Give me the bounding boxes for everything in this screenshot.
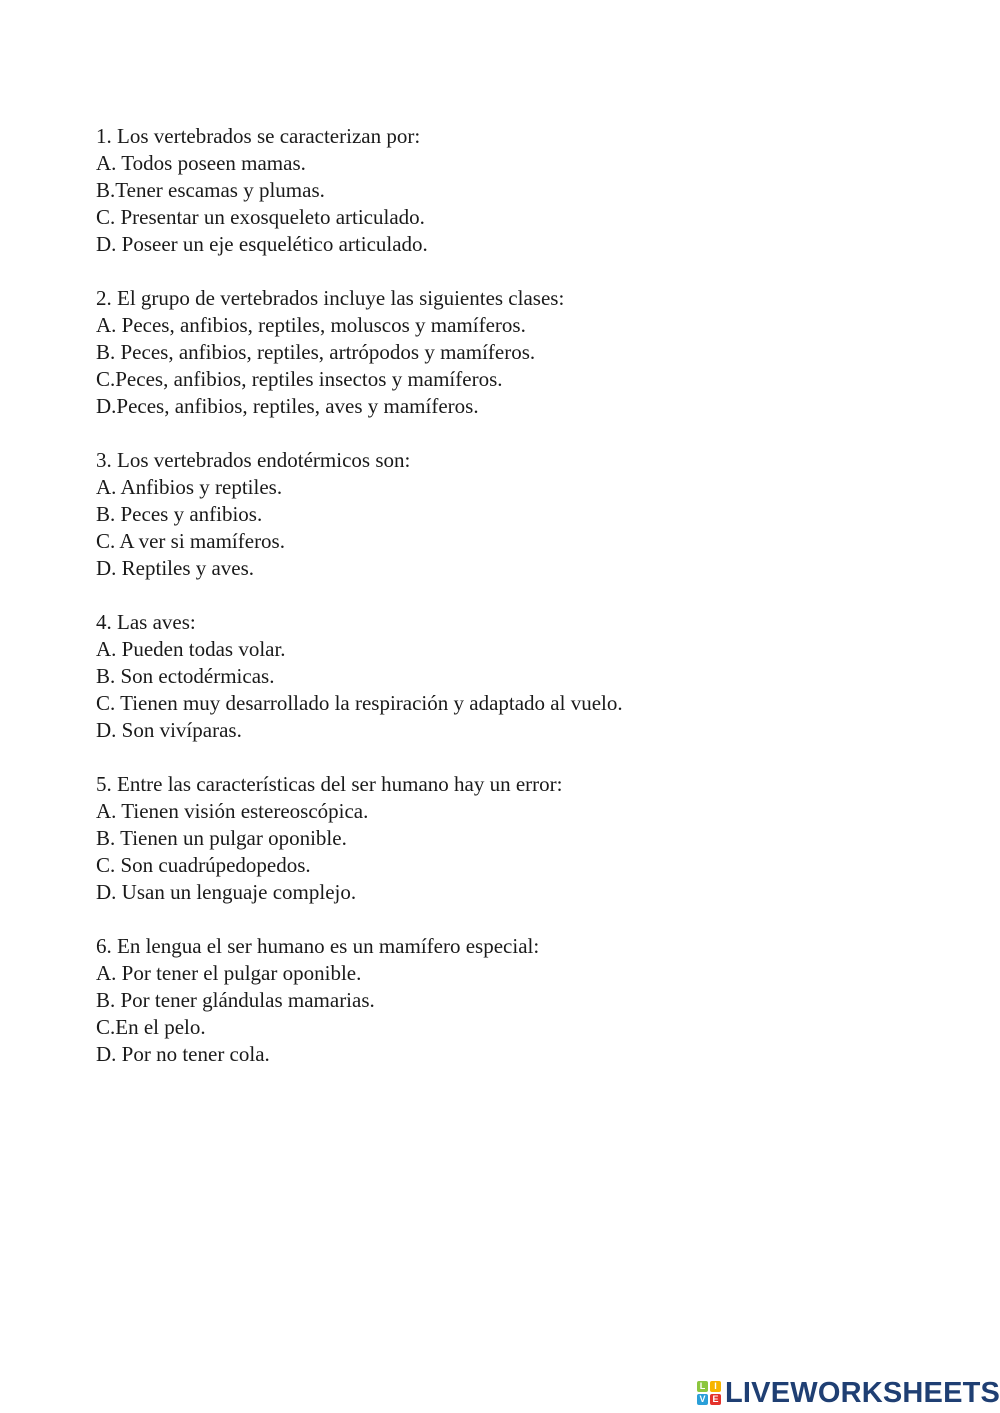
question-4	[96, 609, 956, 744]
question-1	[96, 123, 956, 258]
question-title: 5. Entre las características del ser humano hay un error:	[96, 772, 563, 796]
logo-letter: E	[710, 1394, 721, 1405]
logo-letter: L	[697, 1381, 708, 1392]
question-title: 3. Los vertebrados endotérmicos son:	[96, 448, 411, 472]
logo-text: LIVEWORKSHEETS	[725, 1377, 1000, 1409]
question-6	[96, 933, 956, 1068]
answer-option: A. Pueden todas volar.	[96, 637, 286, 661]
answer-option: A. Por tener el pulgar oponible.	[96, 961, 362, 985]
answer-option: A. Anfibios y reptiles.	[96, 475, 283, 499]
question-title: 4. Las aves:	[96, 610, 196, 634]
answer-option: C.Peces, anfibios, reptiles insectos y mamíferos.	[96, 367, 503, 391]
answer-option: C. Son cuadrúpedopedos.	[96, 853, 311, 877]
answer-option: C. Presentar un exosqueleto articulado.	[96, 205, 425, 229]
logo-letter: V	[697, 1394, 708, 1405]
answer-option: A. Peces, anfibios, reptiles, moluscos y mamíferos.	[96, 313, 526, 337]
answer-option: C. Tienen muy desarrollado la respiración y adaptado al vuelo.	[96, 691, 623, 715]
question-2	[96, 285, 956, 420]
answer-option: D. Reptiles y aves.	[96, 556, 255, 580]
question-5	[96, 771, 956, 906]
liveworksheets-logo	[697, 1378, 1000, 1408]
answer-option: B. Tienen un pulgar oponible.	[96, 826, 347, 850]
question-title: 1. Los vertebrados se caracterizan por:	[96, 124, 421, 148]
answer-option: A. Tienen visión estereoscópica.	[96, 799, 369, 823]
answer-option: D. Usan un lenguaje complejo.	[96, 880, 357, 904]
answer-option: B. Peces, anfibios, reptiles, artrópodos y mamíferos.	[96, 340, 536, 364]
answer-option: B. Por tener glándulas mamarias.	[96, 988, 375, 1012]
answer-option: D. Por no tener cola.	[96, 1042, 270, 1066]
logo-letter: I	[710, 1381, 721, 1392]
answer-option: C.En el pelo.	[96, 1015, 206, 1039]
answer-option: B. Son ectodérmicas.	[96, 664, 275, 688]
answer-option: D. Poseer un eje esquelético articulado.	[96, 232, 428, 256]
logo-icon	[697, 1381, 721, 1405]
answer-option: B.Tener escamas y plumas.	[96, 178, 325, 202]
answer-option: A. Todos poseen mamas.	[96, 151, 306, 175]
answer-option: B. Peces y anfibios.	[96, 502, 263, 526]
answer-option: D. Son vivíparas.	[96, 718, 242, 742]
question-3	[96, 447, 956, 582]
answer-option: C. A ver si mamíferos.	[96, 529, 285, 553]
answer-option: D.Peces, anfibios, reptiles, aves y mamíferos.	[96, 394, 479, 418]
question-title: 6. En lengua el ser humano es un mamífero especial:	[96, 934, 540, 958]
worksheet-content	[96, 123, 956, 1095]
question-title: 2. El grupo de vertebrados incluye las siguientes clases:	[96, 286, 565, 310]
